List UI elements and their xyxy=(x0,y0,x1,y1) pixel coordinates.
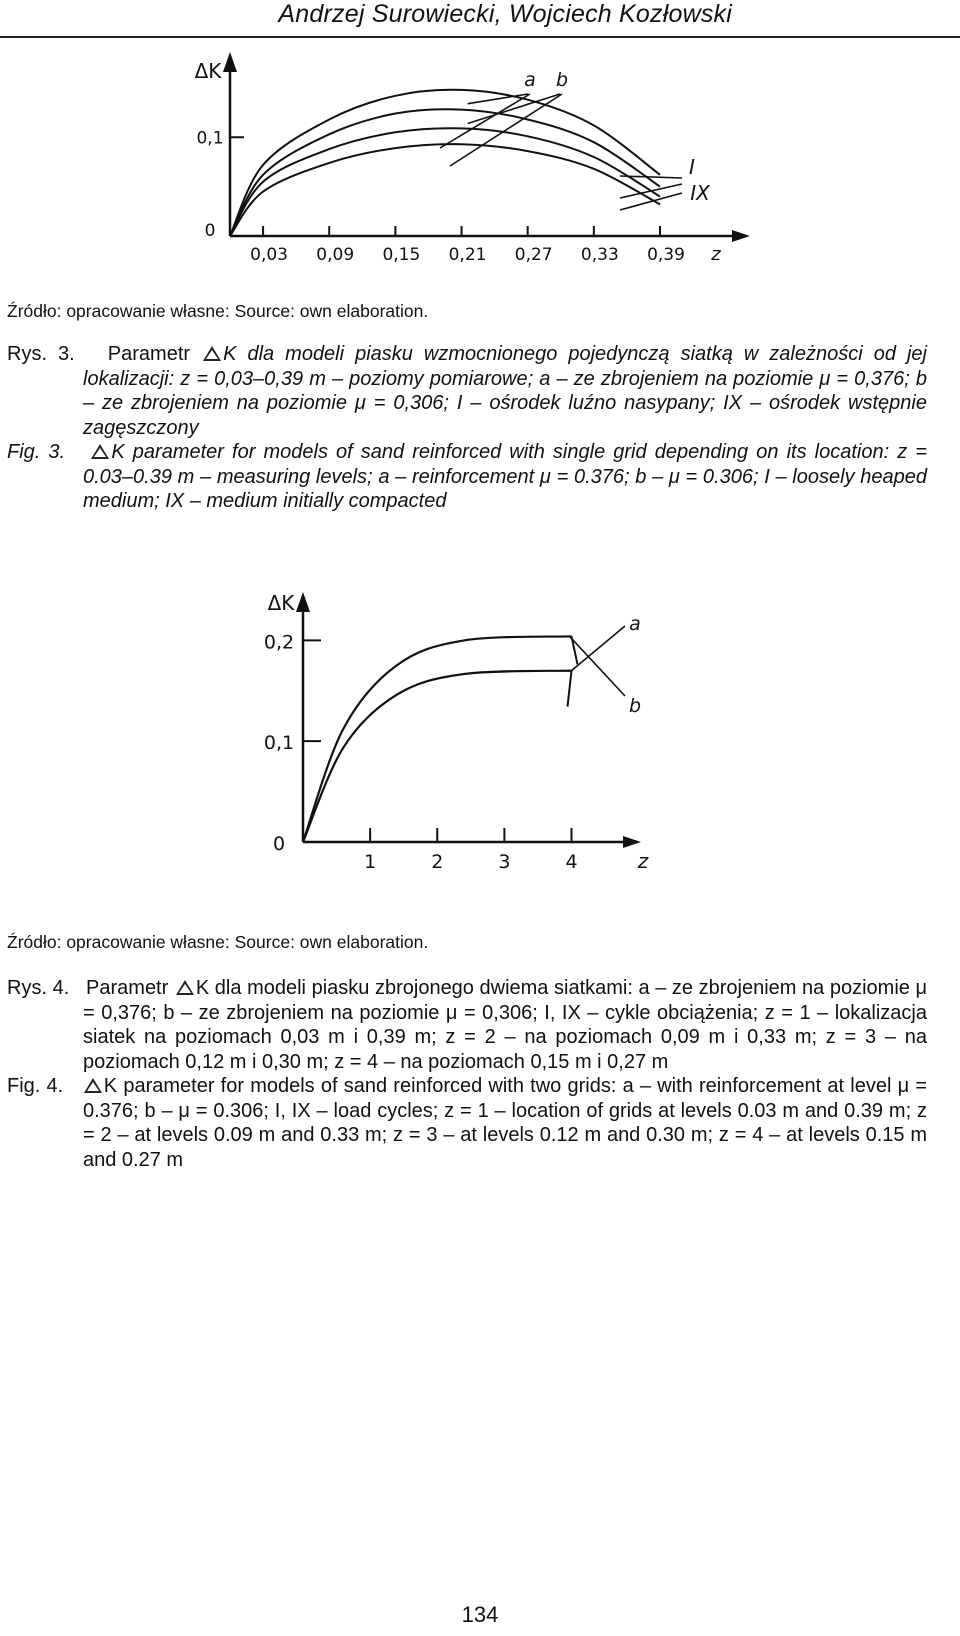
x-tick-label: 0,27 xyxy=(514,245,553,265)
leader-line-a xyxy=(572,626,625,671)
figure3-caption-en xyxy=(7,440,927,514)
curve-end-a xyxy=(572,636,578,664)
figure3-chart xyxy=(180,48,780,280)
series-label-a: a xyxy=(629,613,641,635)
figure4-caption-en xyxy=(7,1074,927,1172)
x-tick-label: 0,21 xyxy=(448,245,487,265)
figure3-caption-pl-lead: Parametr xyxy=(107,343,191,365)
x-tick-label: 4 xyxy=(565,851,578,873)
x-tick-label: 0,39 xyxy=(647,245,685,265)
y-axis-arrow-icon xyxy=(296,592,310,612)
y-tick-label: 0,1 xyxy=(263,732,295,755)
y-tick-label: 0,2 xyxy=(263,631,295,654)
y-axis-arrow-icon xyxy=(223,52,237,72)
series-line-b xyxy=(303,671,572,842)
figure4-caption-en-label: Fig. 4. xyxy=(7,1075,64,1097)
delta-symbol-icon xyxy=(176,980,194,995)
figure3-caption-en-body: K parameter for models of sand reinforced with single grid depending on its location: z = 0.03–0.39 m – measuring levels; a – reinforcement μ = 0.376; b – μ = 0.306; I – loosely heaped medium; IX – medium initially compacted xyxy=(83,441,927,512)
series-label-a: a xyxy=(524,69,536,91)
x-axis-label: z xyxy=(637,849,649,873)
series-line-a xyxy=(303,636,572,842)
y-tick-label: 0,1 xyxy=(196,128,224,149)
x-tick-label: 2 xyxy=(431,851,444,873)
figure4-caption xyxy=(7,976,927,1172)
x-tick-label: 0,15 xyxy=(382,245,421,265)
y-tick-label: 0 xyxy=(204,221,216,241)
figure4-caption-pl-label: Rys. 4. xyxy=(7,977,70,999)
y-axis-label: ΔK xyxy=(267,591,295,615)
y-axis-label: ΔK xyxy=(194,59,222,83)
x-axis-arrow-icon xyxy=(623,836,641,848)
figure4-chart xyxy=(255,590,685,890)
figure3-caption-pl-label: Rys. 3. xyxy=(7,343,75,365)
y-tick-label: 0 xyxy=(272,833,286,855)
figure3-caption xyxy=(7,342,927,514)
page-number: 134 xyxy=(461,1602,499,1627)
figure3-caption-en-label: Fig. 3. xyxy=(7,441,66,463)
series-label-b: b xyxy=(555,69,569,91)
leader-line-b xyxy=(468,94,560,123)
figure4-source: Źródło: opracowanie własne: Source: own elaboration. xyxy=(7,932,429,952)
header-authors: Andrzej Surowiecki, Wojciech Kozłowski xyxy=(278,0,732,28)
leader-line-a xyxy=(468,94,528,104)
delta-symbol-icon xyxy=(84,1078,102,1093)
x-axis-arrow-icon xyxy=(732,230,750,242)
figure3-source: Źródło: opracowanie własne: Source: own elaboration. xyxy=(7,301,429,321)
x-tick-label: 0,03 xyxy=(250,245,289,265)
figure4-caption-pl xyxy=(7,976,927,1074)
delta-symbol-icon xyxy=(203,346,221,361)
series-label-b: b xyxy=(628,695,642,717)
figure4-caption-pl-lead: Parametr xyxy=(86,977,169,999)
figure4-caption-en-body: K parameter for models of sand reinforced with two grids: a – with reinforcement at level μ = 0.376; b – μ = 0.306; I, IX – load cycles; z = 1 – location of grids at levels 0.03 m and 0.39 m; z = 2 – at levels 0.09 m and 0.33 m; z = 3 – at levels 0.12 m and 0.30 m; z = 4 – at levels 0.15 m and 0.27 m xyxy=(83,1075,928,1171)
figure3-caption-pl xyxy=(7,342,927,440)
x-tick-label: 0,09 xyxy=(316,245,355,265)
x-tick-label: 1 xyxy=(364,851,377,873)
delta-symbol-icon xyxy=(91,444,109,459)
figure3-caption-pl-body: K dla modeli piasku wzmocnionego pojedynczą siatką w zależności od jej lokalizacji: z = 0,03–0,39 m – poziomy pomiarowe; a – ze zbrojeniem na poziomie μ = 0,376; b – ze zbrojeniem na poziomie μ = 0,306; I – ośrodek luźno nasypany; IX – ośrodek wstępnie zagęszczony xyxy=(83,343,927,439)
x-tick-label: 0,33 xyxy=(580,245,619,265)
running-header xyxy=(0,0,960,38)
curve-end-b xyxy=(568,671,572,707)
x-tick-label: 3 xyxy=(498,851,511,873)
series-label-IX: IX xyxy=(690,181,710,205)
x-axis-label: z xyxy=(711,244,721,265)
leader-line-a-2 xyxy=(440,94,530,148)
series-label-I: I xyxy=(689,155,695,179)
figure4-caption-pl-body: K dla modeli piasku zbrojonego dwiema siatkami: a – ze zbrojeniem na poziomie μ = 0,376; b – ze zbrojeniem na poziomie μ = 0,306; I, IX – cykle obciążenia; z = 1 – lokalizacja siatek na poziomach 0,03 m i 0,39 m; z = 2 – na poziomach 0,09 m i 0,33 m; z = 3 – na poziomach 0,12 m i 0,30 m; z = 4 – na poziomach 0,15 m i 0,27 m xyxy=(83,977,928,1073)
